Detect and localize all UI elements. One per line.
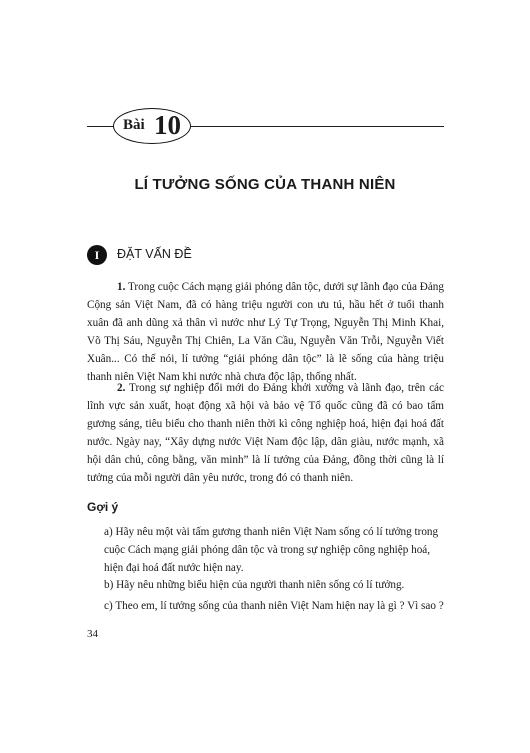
question-item	[104, 597, 444, 615]
question-item	[104, 523, 444, 577]
header-rule-left	[87, 126, 114, 127]
section-number-badge: I	[87, 245, 107, 265]
question-text: Hãy nêu một vài tấm gương thanh niên Việt Nam sống có lí tưởng trong cuộc Cách mạng giải phóng dân tộc và trong sự nghiệp công nghiệp hoá, hiện đại hoá đất nước hiện nay.	[104, 526, 439, 574]
question-label: b)	[104, 579, 114, 591]
lesson-number: 10	[154, 110, 181, 140]
lesson-title: LÍ TƯỞNG SỐNG CỦA THANH NIÊN	[134, 176, 396, 193]
hint-heading: Gợi ý	[87, 500, 119, 514]
header-rule-right	[190, 126, 444, 127]
question-label: c)	[104, 600, 113, 612]
paragraph-number: 1.	[117, 281, 126, 293]
paragraph-2	[87, 379, 444, 487]
section-title: ĐẶT VẤN ĐỀ	[117, 247, 192, 261]
question-text: Hãy nêu những biểu hiện của người thanh niên sống có lí tưởng.	[116, 579, 405, 591]
page-number: 34	[87, 628, 98, 640]
lesson-word: Bài	[123, 117, 145, 133]
paragraph-text: Trong sự nghiệp đổi mới do Đảng khởi xướng và lãnh đạo, trên các lĩnh vực sản xuất, hoạt động xã hội và bảo vệ Tổ quốc cũng đã có bao tấm gương sáng, tiêu biểu cho thanh niên thời kì công nghiệp hoá, hiện đại hoá đất nước. Ngày nay, “Xây dựng nước Việt Nam độc lập, dân giàu, nước mạnh, xã hội dân chủ, công bằng, văn minh” là lí tưởng của Đảng, đồng thời cũng là lí tưởng của mỗi người dân yêu nước, trong đó có thanh niên.	[87, 382, 444, 484]
question-item	[104, 576, 444, 594]
paragraph-text: Trong cuộc Cách mạng giải phóng dân tộc, dưới sự lãnh đạo của Đảng Cộng sản Việt Nam, đã có hàng triệu người con ưu tú, hầu hết ở tuổi thanh xuân đã anh dũng xả thân vì nước như Lý Tự Trọng, Nguyễn Thị Minh Khai, Võ Thị Sáu, Nguyễn Thị Chiên, La Văn Cầu, Nguyễn Văn Trỗi, Nguyễn Viết Xuân... Có thể nói, lí tưởng “giải phóng dân tộc” là lẽ sống của hàng triệu thanh niên Việt Nam khi nước nhà chưa độc lập, thống nhất.	[87, 281, 444, 383]
question-text: Theo em, lí tưởng sống của thanh niên Việt Nam hiện nay là gì ? Vì sao ?	[115, 600, 444, 612]
paragraph-number: 2.	[117, 382, 126, 394]
paragraph-1	[87, 278, 444, 386]
question-label: a)	[104, 526, 113, 538]
